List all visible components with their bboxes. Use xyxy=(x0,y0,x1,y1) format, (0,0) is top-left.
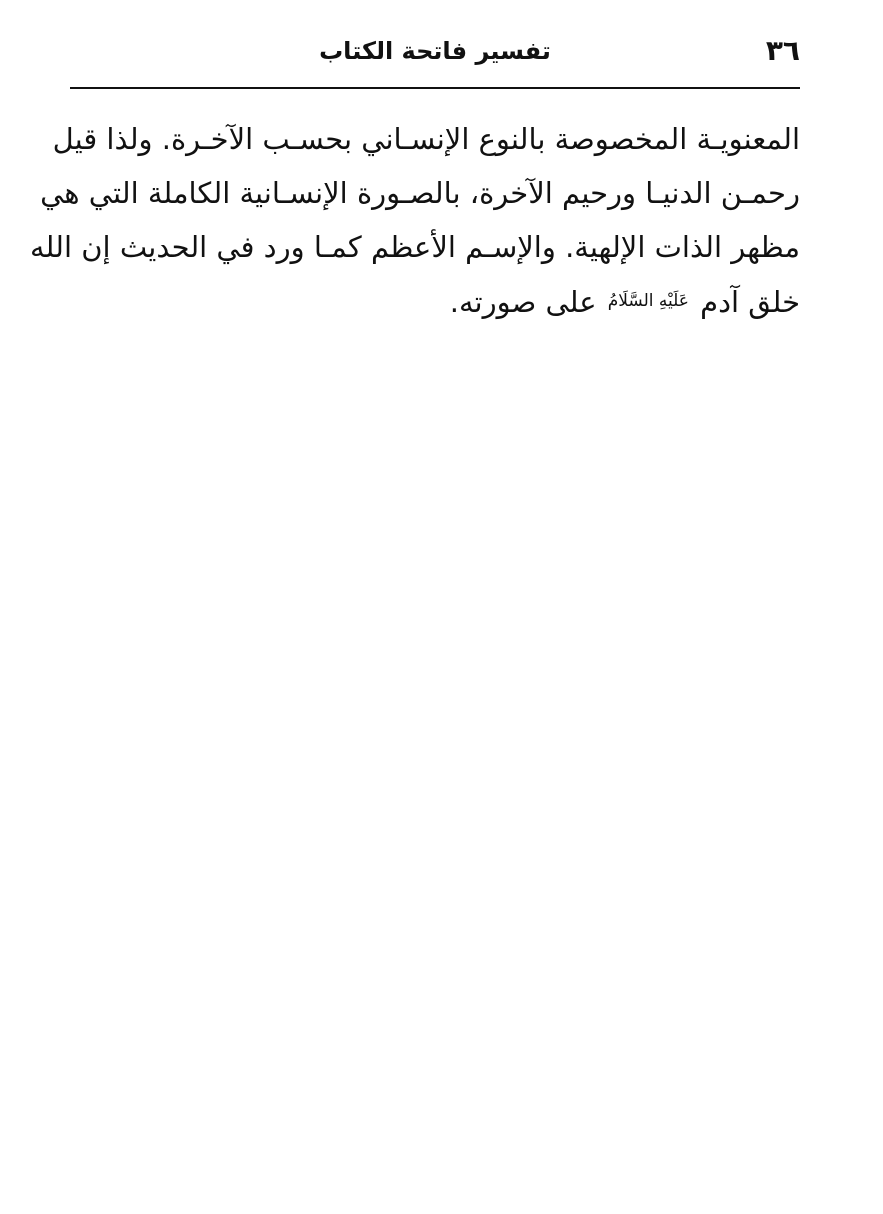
body-text xyxy=(30,112,800,328)
header-divider xyxy=(70,87,800,89)
text-line-4 xyxy=(70,274,800,328)
text-line-4-end: على صورته. xyxy=(449,285,597,319)
text-line-4-start: خلق آدم xyxy=(700,285,800,319)
running-title: تفسير فاتحة الكتاب xyxy=(319,37,551,65)
honorific-glyph: عَلَيْهِ السَّلَامُ xyxy=(607,291,689,311)
text-line-1: المعنويـة المخصوصة بالنوع الإنسـاني بحسـب الآخـرة. ولذا قيل xyxy=(52,122,800,156)
text-line-2: رحمـن الدنيـا ورحيم الآخرة، بالصـورة الإنسـانية الكاملة التي هي xyxy=(40,176,800,210)
page-header xyxy=(70,28,800,76)
page-number: ٣٦ xyxy=(765,34,800,67)
text-line-3: مظهر الذات الإلهية. والإسـم الأعظم كمـا ورد في الحديث إن الله xyxy=(30,230,800,264)
